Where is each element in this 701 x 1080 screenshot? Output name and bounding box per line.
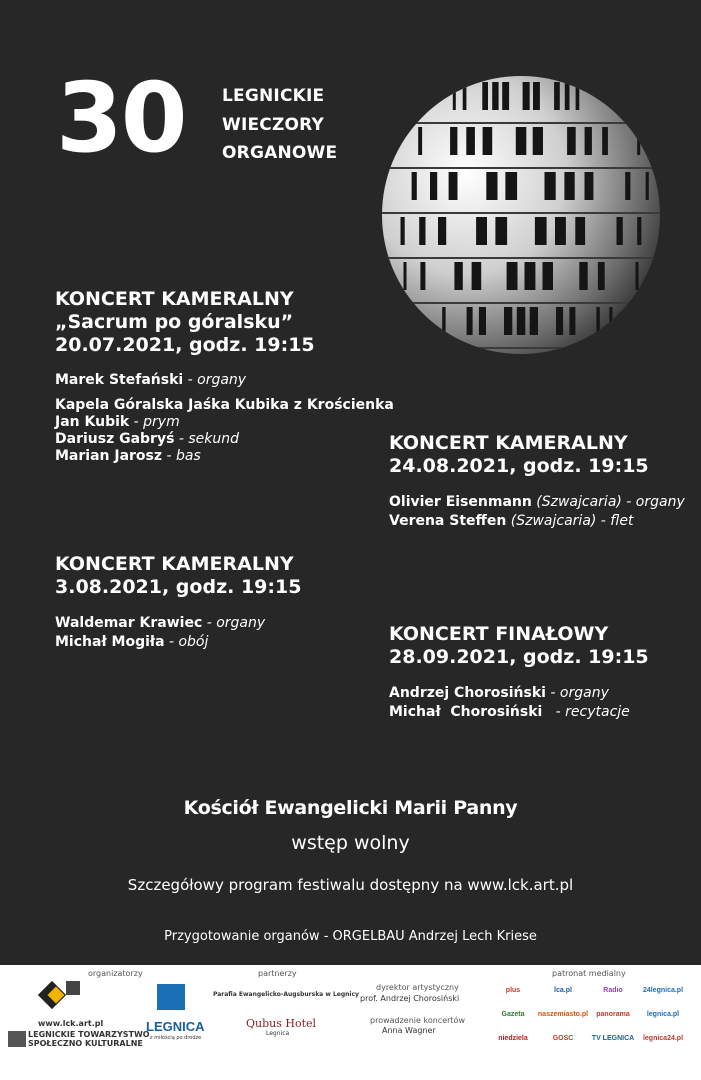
black-key <box>505 172 517 200</box>
media-patron-logo: 24legnica.pl <box>642 986 684 994</box>
concert-3 <box>55 553 301 651</box>
black-key <box>575 217 585 245</box>
black-key <box>486 172 497 200</box>
key-row-divider <box>380 167 662 169</box>
ltsk-logo-icon <box>8 1031 26 1047</box>
black-key <box>565 82 570 110</box>
concert-1-date: 20.07.2021, godz. 19:15 <box>55 333 315 356</box>
host-name: Anna Wagner <box>382 1026 436 1035</box>
black-key <box>418 127 422 155</box>
black-key <box>646 172 649 200</box>
black-key <box>576 82 580 110</box>
black-key <box>579 262 587 290</box>
director-label: dyrektor artystyczny <box>376 983 459 992</box>
key-row-divider <box>380 122 662 124</box>
black-key <box>637 217 641 245</box>
organs-note: Przygotowanie organów - ORGELBAU Andrzej Lech Kriese <box>164 929 537 944</box>
black-key <box>412 172 417 200</box>
black-key <box>554 82 560 110</box>
black-key <box>449 172 458 200</box>
black-key <box>523 82 530 110</box>
black-key <box>596 307 599 335</box>
black-key <box>483 127 493 155</box>
media-patron-logo: legnica.pl <box>646 1010 680 1018</box>
black-key <box>602 127 608 155</box>
concert-2-title: KONCERT KAMERALNY <box>389 432 628 454</box>
key-row-divider <box>380 212 662 214</box>
concert-4-performer: Michał Chorosiński - recytacje <box>389 704 630 721</box>
concert-4-title: KONCERT FINAŁOWY <box>389 623 609 645</box>
black-key <box>535 217 547 245</box>
parish-name: Parafia Ewangelicko-Augsburska w Legnicy <box>213 991 359 998</box>
key-row-divider <box>380 302 662 304</box>
media-patron-logo: Radio <box>603 986 623 994</box>
concert-2 <box>389 432 685 530</box>
black-key <box>454 262 462 290</box>
director-name: prof. Andrzej Chorosiński <box>360 994 460 1003</box>
media-label: patronat medialny <box>552 969 626 978</box>
partners-label: partnerzy <box>258 969 297 978</box>
black-key <box>533 82 540 110</box>
black-key <box>530 307 538 335</box>
media-patron-logo: GOSC <box>552 1034 574 1042</box>
sponsors-footer <box>0 965 701 1080</box>
entry-note: wstęp wolny <box>291 832 410 854</box>
concert-3-title: KONCERT KAMERALNY <box>55 553 294 575</box>
lck-logo-icon <box>36 979 82 1017</box>
black-key <box>617 217 623 245</box>
black-key <box>472 262 482 290</box>
black-key <box>482 82 488 110</box>
media-patron-logo: naszemiasto.pl <box>537 1010 589 1018</box>
black-key <box>569 307 575 335</box>
black-key <box>479 307 486 335</box>
black-key <box>430 172 437 200</box>
black-key <box>625 172 630 200</box>
black-key <box>556 307 563 335</box>
venue: Kościół Ewangelicki Marii Panny <box>183 797 518 819</box>
black-key <box>463 82 467 110</box>
black-key <box>585 172 594 200</box>
media-patron-logo: plus <box>505 986 521 994</box>
concert-1-subtitle: „Sacrum po góralsku” <box>55 310 294 333</box>
concert-1-performer: Jan Kubik - prym <box>55 413 180 430</box>
black-key <box>404 262 407 290</box>
organizers-label: organizatorzy <box>88 969 143 978</box>
black-key <box>420 262 425 290</box>
concert-2-date: 24.08.2021, godz. 19:15 <box>389 454 649 477</box>
legnica-emblem-icon <box>157 984 185 1010</box>
key-row-divider <box>380 347 662 349</box>
black-key <box>502 82 509 110</box>
piano-sphere-image <box>380 74 662 356</box>
black-key <box>567 127 576 155</box>
black-key <box>525 262 536 290</box>
concert-1-title: KONCERT KAMERALNY <box>55 288 294 310</box>
concert-1-performer: Marek Stefański - organy <box>55 372 247 389</box>
ltsk-name: LEGNICKIE TOWARZYSTWO SPOŁECZNO KULTURALNE <box>28 1030 150 1048</box>
black-key <box>585 127 592 155</box>
media-patron-logo: Gazeta <box>501 1010 525 1018</box>
black-key <box>516 127 527 155</box>
black-key <box>442 307 445 335</box>
black-key <box>545 172 556 200</box>
black-key <box>543 262 554 290</box>
black-key <box>476 217 487 245</box>
black-key <box>555 217 566 245</box>
concert-3-performer: Michał Mogiła - obój <box>55 634 209 651</box>
black-key <box>636 262 639 290</box>
media-patron-logo: niedziela <box>498 1034 528 1042</box>
concert-1 <box>55 288 394 464</box>
concert-2-performer: Verena Steffen (Szwajcaria) - flet <box>389 513 634 530</box>
concert-4 <box>389 623 649 721</box>
concert-1-ensemble: Kapela Góralska Jaśka Kubika z Krościenka <box>55 397 394 414</box>
program-note: Szczegółowy program festiwalu dostępny na www.lck.art.pl <box>127 876 574 894</box>
black-key <box>517 307 526 335</box>
concert-3-date: 3.08.2021, godz. 19:15 <box>55 575 302 598</box>
qubus-hotel-city: Legnica <box>266 1030 290 1037</box>
festival-title-line1: LEGNICKIE <box>222 86 325 106</box>
concert-1-performer: Marian Jarosz - bas <box>55 447 201 464</box>
black-key <box>495 217 507 245</box>
black-key <box>466 127 475 155</box>
black-key <box>637 127 640 155</box>
black-key <box>564 172 574 200</box>
host-label: prowadzenie koncertów <box>370 1016 465 1025</box>
qubus-hotel-logo: Qubus Hotel <box>246 1017 317 1030</box>
black-key <box>419 217 425 245</box>
black-key <box>533 127 543 155</box>
legnica-logo: LEGNICA <box>146 1019 205 1034</box>
media-patron-logo: lca.pl <box>554 986 572 994</box>
concert-2-performer: Olivier Eisenmann (Szwajcaria) - organy <box>389 493 685 510</box>
key-row-divider <box>380 257 662 259</box>
black-key <box>401 217 405 245</box>
festival-number: 30 <box>56 62 186 174</box>
festival-title-line3: ORGANOWE <box>222 143 338 163</box>
concert-4-performer: Andrzej Chorosiński - organy <box>389 684 609 701</box>
black-key <box>609 307 612 335</box>
black-key <box>467 307 473 335</box>
black-key <box>453 82 456 110</box>
media-patron-logo: TV LEGNICA <box>591 1034 635 1042</box>
lck-url: www.lck.art.pl <box>38 1019 104 1028</box>
legnica-tagline: z miłością po drodze <box>150 1035 202 1041</box>
concert-3-performer: Waldemar Krawiec - organy <box>55 614 266 631</box>
concert-1-performer: Dariusz Gabryś - sekund <box>55 430 240 447</box>
black-key <box>504 307 512 335</box>
festival-title-line2: WIECZORY <box>222 115 325 135</box>
media-patron-logo: legnica24.pl <box>642 1034 684 1042</box>
black-key <box>507 262 518 290</box>
black-key <box>450 127 457 155</box>
media-patron-logo: panorama <box>596 1010 630 1018</box>
black-key <box>492 82 498 110</box>
black-key <box>438 217 446 245</box>
black-key <box>598 262 605 290</box>
concert-4-date: 28.09.2021, godz. 19:15 <box>389 645 649 668</box>
